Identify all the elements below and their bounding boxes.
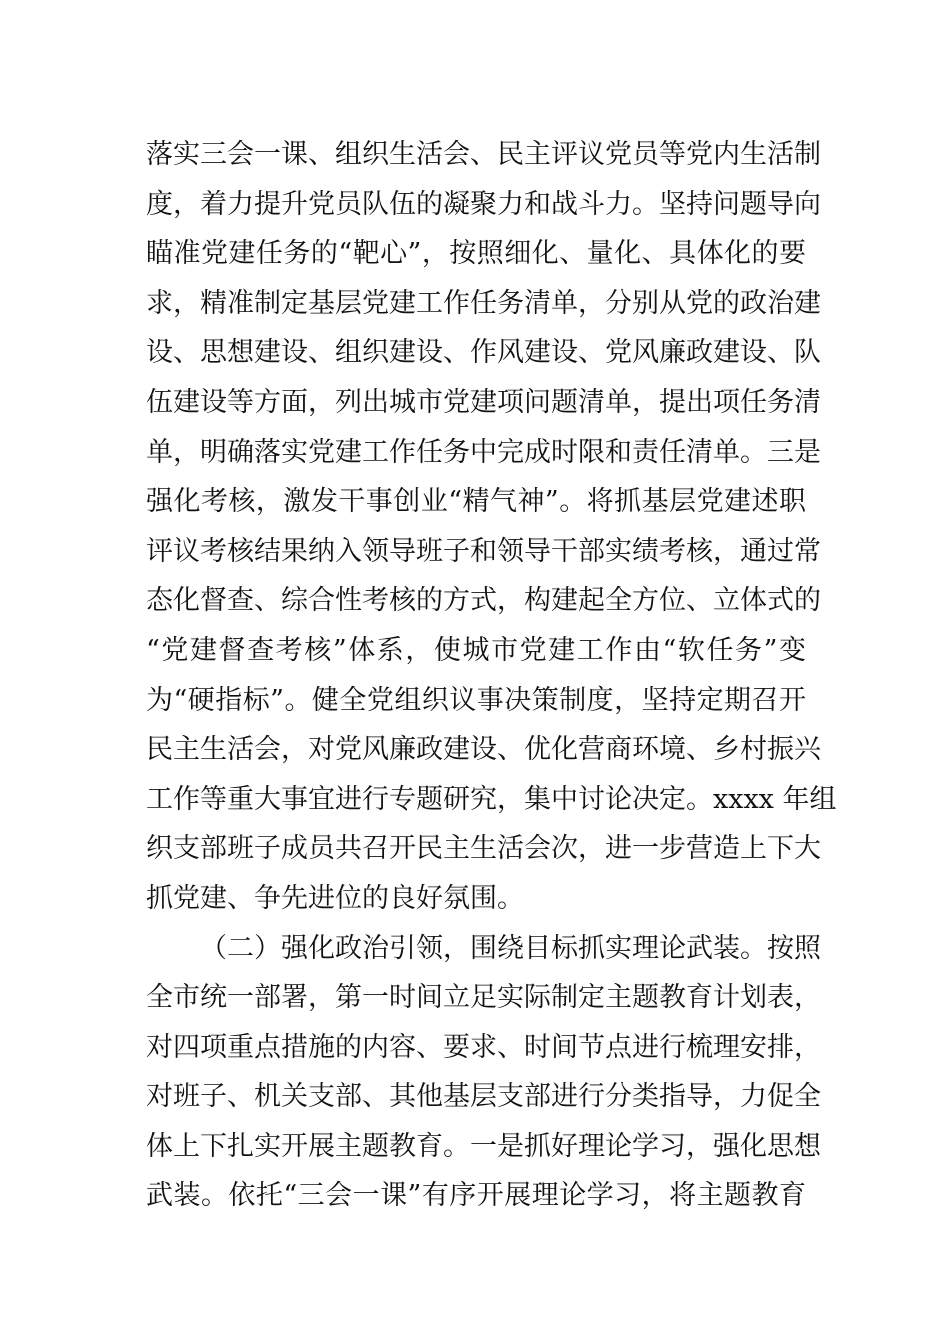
- text-line: 织支部班子成员共召开民主生活会次，进一步营造上下大: [146, 833, 821, 865]
- text-line: （二）强化政治引领，围绕目标抓实理论武装。按照: [200, 932, 821, 964]
- text-line: 对班子、机关支部、其他基层支部进行分类指导，力促全: [146, 1081, 821, 1113]
- text-line: 态化督查、综合性考核的方式，构建起全方位、立体式的: [146, 585, 821, 617]
- text-line: 为“硬指标”。健全党组织议事决策制度，坚持定期召开: [146, 684, 806, 716]
- document-body: [146, 130, 837, 1221]
- text-line: 武装。依托“三会一课”有序开展理论学习，将主题教育: [146, 1180, 806, 1212]
- text-line: 求，精准制定基层党建工作任务清单，分别从党的政治建: [146, 287, 821, 319]
- text-line: 抓党建、争先进位的良好氛围。: [146, 882, 524, 914]
- text-line: “党建督查考核”体系，使城市党建工作由“软任务”变: [146, 634, 806, 666]
- text-line: 强化考核，激发干事创业“精气神”。将抓基层党建述职: [146, 486, 806, 518]
- text-line: 伍建设等方面，列出城市党建项问题清单，提出项任务清: [146, 386, 821, 418]
- text-line: 设、思想建设、组织建设、作风建设、党风廉政建设、队: [146, 337, 821, 369]
- text-line: 民主生活会，对党风廉政建设、优化营商环境、乡村振兴: [146, 734, 821, 766]
- text-line: 度，着力提升党员队伍的凝聚力和战斗力。坚持问题导向: [146, 188, 821, 220]
- text-line: 评议考核结果纳入领导班子和领导干部实绩考核，通过常: [146, 535, 821, 567]
- text-line: 体上下扎实开展主题教育。一是抓好理论学习，强化思想: [146, 1130, 821, 1162]
- text-line: 全市统一部署，第一时间立足实际制定主题教育计划表，: [146, 982, 821, 1014]
- text-line: 落实三会一课、组织生活会、民主评议党员等党内生活制: [146, 139, 821, 170]
- text-line: 对四项重点措施的内容、要求、时间节点进行梳理安排，: [146, 1031, 821, 1063]
- text-line: 瞄准党建任务的“靶心”，按照细化、量化、具体化的要: [146, 238, 806, 270]
- text-line: 工作等重大事宜进行专题研究，集中讨论决定。xxxx 年组: [146, 783, 837, 815]
- text-line: 单，明确落实党建工作任务中完成时限和责任清单。三是: [146, 436, 821, 468]
